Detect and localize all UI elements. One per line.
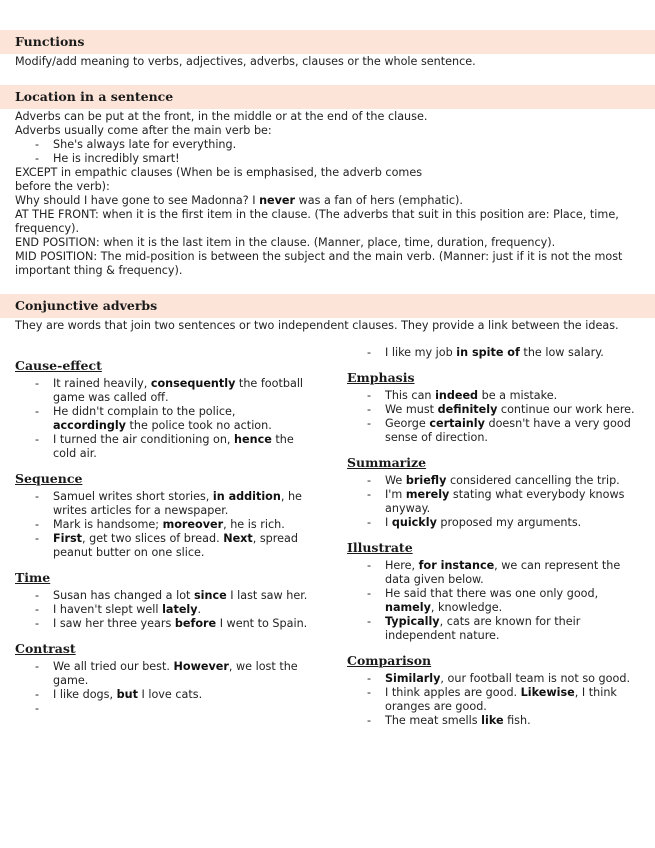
list-item: - Mark is handsome; moreover, he is rich. [15,518,310,532]
location-end: END POSITION: when it is the last item in the clause. (Manner, place, time, duration, frequency). [15,236,556,249]
list-item: - This can indeed be a mistake. [347,389,643,403]
sequence-group [15,471,310,560]
functions-description: Modify/add meaning to verbs, adjectives, adverbs, clauses or the whole sentence. [15,55,476,68]
time-group [15,570,310,631]
list-item: - He said that there was one only good, namely, knowledge. [347,587,643,615]
illustrate-title: Illustrate [347,540,413,555]
location-line-2: Adverbs usually come after the main verb be: [15,124,272,137]
location-section [15,110,643,278]
cause-effect-title: Cause-effect [15,358,102,373]
list-item: - We all tried our best. However, we lost the game. [15,660,310,688]
list-item: - We must definitely continue our work here. [347,403,643,417]
emphasis-group [347,370,643,445]
conjunctive-intro [15,319,643,333]
list-item: - He didn't complain to the police, accordingly the police took no action. [15,405,310,433]
location-heading: Location in a sentence [0,85,655,109]
comparison-group [347,653,643,728]
right-column [347,346,643,738]
summarize-title: Summarize [347,455,427,470]
list-item: - We briefly considered cancelling the trip. [347,474,643,488]
sequence-title: Sequence [15,471,83,486]
functions-text [15,55,643,69]
left-column [15,358,310,726]
list-item: - I saw her three years before I went to Spain. [15,617,310,631]
list-item: - I turned the air conditioning on, hence the cold air. [15,433,310,461]
list-item: - He is incredibly smart! [15,152,643,166]
list-item: - I like my job in spite of the low salary. [347,346,643,360]
list-item: - Typically, cats are known for their independent nature. [347,615,643,643]
list-item: - Similarly, our football team is not so good. [347,672,643,686]
list-item: - I'm merely stating what everybody knows anyway. [347,488,643,516]
list-item [15,702,310,716]
location-line-1: Adverbs can be put at the front, in the middle or at the end of the clause. [15,110,428,123]
list-item: - I like dogs, but I love cats. [15,688,310,702]
location-except: EXCEPT in empathic clauses (When be is emphasised, the adverb comes before the verb): [15,166,423,193]
list-item: - First, get two slices of bread. Next, spread peanut butter on one slice. [15,532,310,560]
list-item: - It rained heavily, consequently the football game was called off. [15,377,310,405]
list-item: - Samuel writes short stories, in addition, he writes articles for a newspaper. [15,490,310,518]
location-madonna: Why should I have gone to see Madonna? I never was a fan of hers (emphatic). [15,194,463,207]
emphasis-title: Emphasis [347,370,415,385]
location-mid: MID POSITION: The mid-position is between the subject and the main verb. (Manner: just if it is not the most important thing & frequency). [15,250,623,277]
list-item: - I think apples are good. Likewise, I think oranges are good. [347,686,643,714]
illustrate-group [347,540,643,643]
conjunctive-intro-text: They are words that join two sentences or two independent clauses. They provide a link between the ideas. [15,319,619,332]
comparison-title: Comparison [347,653,432,668]
list-item: - She's always late for everything. [15,138,643,152]
cause-effect-group [15,358,310,461]
time-title: Time [15,570,51,585]
list-item: - George certainly doesn't have a very good sense of direction. [347,417,643,445]
list-item: - Here, for instance, we can represent the data given below. [347,559,643,587]
contrast-title: Contrast [15,641,76,656]
location-bullets [15,138,643,166]
functions-heading: Functions [0,30,655,54]
list-item: - I quickly proposed my arguments. [347,516,643,530]
list-item: - The meat smells like fish. [347,714,643,728]
conjunctive-heading: Conjunctive adverbs [0,294,655,318]
list-item: - Susan has changed a lot since I last saw her. [15,589,310,603]
contrast-continued [347,346,643,360]
contrast-group [15,641,310,716]
location-front: AT THE FRONT: when it is the first item in the clause. (The adverbs that suit in this position are: Place, time, frequency). [15,208,619,235]
summarize-group [347,455,643,530]
list-item: - I haven't slept well lately. [15,603,310,617]
